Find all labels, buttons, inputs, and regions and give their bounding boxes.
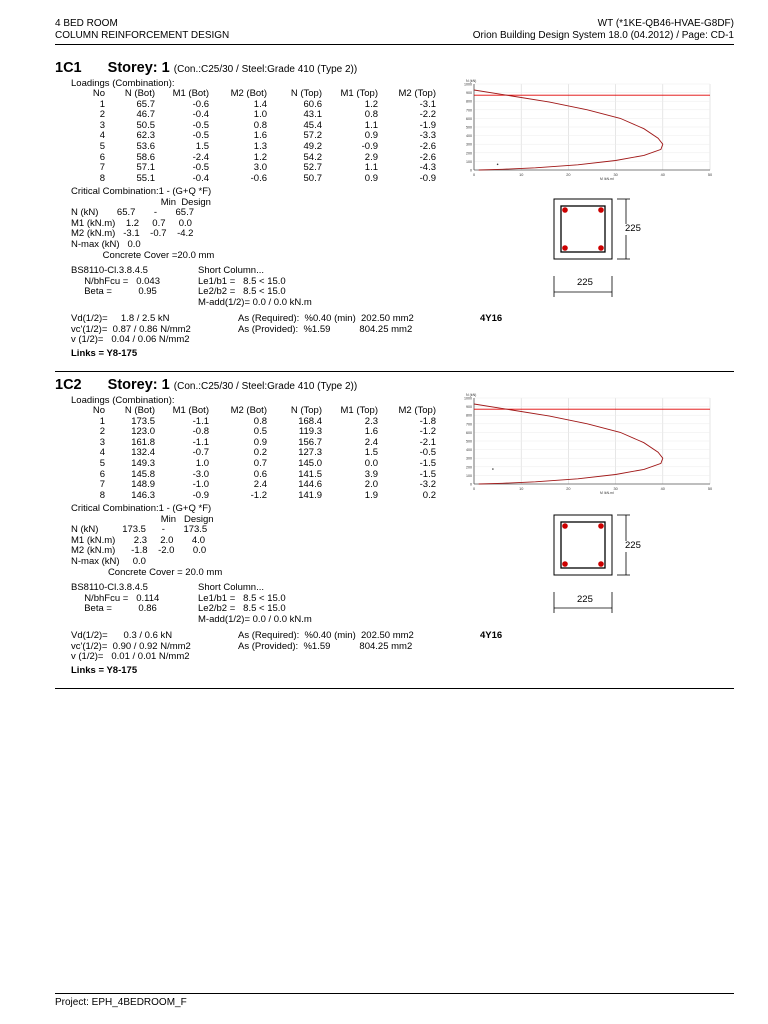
table-row <box>55 163 436 174</box>
table-cell: 8 <box>99 489 105 501</box>
header-left <box>55 18 229 42</box>
y-tick-label: 900 <box>466 91 472 96</box>
table-header-row <box>55 406 436 417</box>
table-cell: 1.1 <box>364 119 378 131</box>
interaction-diagram-chart <box>458 390 716 494</box>
table-cell: -0.9 <box>192 489 209 501</box>
table-cell: 2 <box>99 426 105 438</box>
header-doc-title: COLUMN REINFORCEMENT DESIGN <box>55 30 230 41</box>
table-header-row <box>55 89 436 100</box>
y-tick-label: 100 <box>466 473 472 478</box>
table-cell: 144.6 <box>298 479 322 491</box>
y-tick-label: 200 <box>466 151 472 156</box>
table-cell: 1.6 <box>364 426 378 438</box>
shear-check: Vd(1/2)= 0.3 / 0.6 kN vc'(1/2)= 0.90 / 0.92 N/mm2 v (1/2)= 0.01 / 0.01 N/mm2 <box>71 630 191 663</box>
y-tick-label: 100 <box>466 159 472 164</box>
table-cell: -1.8 <box>419 415 436 427</box>
materials-label: (Con.:C25/30 / Steel:Grade 410 (Type 2)) <box>173 64 358 75</box>
table-cell: 1.4 <box>253 98 267 110</box>
table-cell: -0.5 <box>192 130 209 142</box>
table-cell: 0.2 <box>422 489 436 501</box>
table-cell: 0.9 <box>364 172 378 184</box>
col-header: M2 (Bot) <box>230 405 267 416</box>
table-cell: 55.1 <box>136 172 155 184</box>
x-axis-label: M (kN.m) <box>600 491 614 494</box>
table-cell: 0.9 <box>253 436 267 448</box>
section-divider <box>55 688 734 689</box>
y-tick-label: 0 <box>470 482 472 487</box>
table-cell: -1.5 <box>419 457 436 469</box>
loadings-table <box>55 89 436 184</box>
table-cell: 1.1 <box>364 162 378 174</box>
x-tick-label: 20 <box>566 173 571 177</box>
table-cell: 3 <box>99 436 105 448</box>
column-id: 1C1 <box>55 60 82 76</box>
steel-area: As (Required): %0.40 (min) 202.50 mm2 As (Provided): %1.59 804.25 mm2 <box>238 630 414 652</box>
y-tick-label: 0 <box>470 168 472 173</box>
table-cell: 49.2 <box>303 140 322 152</box>
table-cell: -1.0 <box>192 479 209 491</box>
table-cell: 43.1 <box>303 109 322 121</box>
header-divider <box>55 44 734 45</box>
table-cell: 0.8 <box>253 119 267 131</box>
y-tick-label: 700 <box>466 422 472 427</box>
table-cell: -2.2 <box>419 109 436 121</box>
stirrup-outline <box>561 522 605 568</box>
col-header: N (Bot) <box>124 405 155 416</box>
table-cell: 54.2 <box>303 151 322 163</box>
table-cell: 3 <box>99 119 105 131</box>
y-axis-label: N (kN) <box>466 393 477 397</box>
table-cell: -3.3 <box>419 130 436 142</box>
table-cell: -0.5 <box>192 162 209 174</box>
table-cell: 7 <box>99 162 105 174</box>
table-cell: 141.9 <box>298 489 322 501</box>
x-tick-label: 0 <box>472 487 476 491</box>
table-cell: 161.8 <box>131 436 155 448</box>
section-title <box>55 377 357 393</box>
table-row <box>55 153 436 164</box>
table-cell: 1.0 <box>253 109 267 121</box>
col-header: No <box>92 405 105 416</box>
y-tick-label: 500 <box>466 125 472 130</box>
table-cell: 6 <box>99 468 105 480</box>
links-label: Links = Y8-175 <box>71 665 138 676</box>
table-cell: 127.3 <box>298 447 322 459</box>
table-cell: 1.3 <box>253 140 267 152</box>
table-cell: 0.9 <box>364 130 378 142</box>
table-cell: -3.0 <box>192 468 209 480</box>
column-section-drawing <box>548 192 638 302</box>
interaction-diagram-chart <box>458 76 716 180</box>
header-right <box>473 18 734 42</box>
rebar-dot <box>598 245 604 251</box>
col-header: M1 (Top) <box>340 88 378 99</box>
x-tick-label: 30 <box>613 173 618 177</box>
col-header: N (Top) <box>290 405 322 416</box>
table-cell: -0.5 <box>192 119 209 131</box>
table-cell: 145.8 <box>131 468 155 480</box>
table-cell: -3.1 <box>419 98 436 110</box>
storey-label: Storey: 1 <box>107 377 170 393</box>
y-tick-label: 500 <box>466 439 472 444</box>
rebar-dot <box>562 207 568 213</box>
col-header: N (Top) <box>290 88 322 99</box>
storey-label: Storey: 1 <box>107 60 170 76</box>
loadings-rows <box>55 417 436 502</box>
table-cell: -0.9 <box>361 140 378 152</box>
design-point <box>492 468 494 470</box>
table-cell: 0.6 <box>253 468 267 480</box>
table-cell: -0.6 <box>250 172 267 184</box>
bs-code-check: BS8110-Cl.3.8.4.5 N/bhFcu = 0.114 Beta = 0.86 <box>71 582 160 615</box>
table-cell: 146.3 <box>131 489 155 501</box>
table-cell: 2.0 <box>364 479 378 491</box>
table-row <box>55 121 436 132</box>
rebar-dot <box>562 561 568 567</box>
table-cell: -0.4 <box>192 172 209 184</box>
col-header: No <box>92 88 105 99</box>
table-cell: -0.5 <box>419 447 436 459</box>
table-cell: -0.8 <box>192 426 209 438</box>
table-cell: 57.1 <box>136 162 155 174</box>
table-cell: 0.2 <box>253 447 267 459</box>
table-cell: -0.6 <box>192 98 209 110</box>
y-tick-label: 600 <box>466 116 472 121</box>
table-cell: -4.3 <box>419 162 436 174</box>
header-software: Orion Building Design System 18.0 (04.2012) / Page: CD-1 <box>472 30 734 41</box>
col-header: N (Bot) <box>124 88 155 99</box>
table-cell: 168.4 <box>298 415 322 427</box>
table-cell: 5 <box>99 457 105 469</box>
y-tick-label: 700 <box>466 108 472 113</box>
table-cell: 156.7 <box>298 436 322 448</box>
table-cell: 46.7 <box>136 109 155 121</box>
table-cell: -1.1 <box>192 436 209 448</box>
table-cell: 0.7 <box>253 457 267 469</box>
table-row <box>55 100 436 111</box>
table-cell: 8 <box>99 172 105 184</box>
table-cell: 7 <box>99 479 105 491</box>
table-cell: 65.7 <box>136 98 155 110</box>
col-header: M1 (Bot) <box>172 88 209 99</box>
col-header: M2 (Top) <box>398 405 436 416</box>
table-cell: 1.6 <box>253 130 267 142</box>
table-row <box>55 142 436 153</box>
section-divider <box>55 371 734 372</box>
dimension-width-label: 225 <box>577 594 593 605</box>
column-outline <box>554 199 612 259</box>
loadings-table <box>55 406 436 501</box>
x-tick-label: 30 <box>613 487 618 491</box>
table-cell: 58.6 <box>136 151 155 163</box>
table-cell: 1.2 <box>253 151 267 163</box>
table-row <box>55 470 436 481</box>
table-cell: 57.2 <box>303 130 322 142</box>
table-cell: 60.6 <box>303 98 322 110</box>
table-cell: 2 <box>99 109 105 121</box>
table-row <box>55 438 436 449</box>
column-section-drawing <box>548 508 638 618</box>
table-row <box>55 110 436 121</box>
table-cell: -1.9 <box>419 119 436 131</box>
footer-project: Project: EPH_4BEDROOM_F <box>55 997 187 1008</box>
table-cell: 2.3 <box>364 415 378 427</box>
table-row <box>55 448 436 459</box>
col-header: M2 (Top) <box>398 88 436 99</box>
table-row <box>55 417 436 428</box>
table-cell: 1.9 <box>364 489 378 501</box>
table-cell: 53.6 <box>136 140 155 152</box>
table-cell: 1.2 <box>364 98 378 110</box>
rebar-dot <box>598 523 604 529</box>
bs-code-check: BS8110-Cl.3.8.4.5 N/bhFcu = 0.043 Beta = 0.95 <box>71 265 160 298</box>
table-row <box>55 131 436 142</box>
y-tick-label: 400 <box>466 448 472 453</box>
y-axis-label: N (kN) <box>466 79 477 83</box>
x-tick-label: 0 <box>472 173 476 177</box>
loadings-title: Loadings (Combination): <box>71 78 175 89</box>
table-cell: 2.4 <box>253 479 267 491</box>
table-cell: 148.9 <box>131 479 155 491</box>
table-cell: 5 <box>99 140 105 152</box>
y-tick-label: 300 <box>466 142 472 147</box>
table-cell: 0.5 <box>253 426 267 438</box>
x-axis-label: M (kN.m) <box>600 177 614 180</box>
table-cell: -0.4 <box>192 109 209 121</box>
table-row <box>55 174 436 185</box>
table-row <box>55 491 436 502</box>
table-cell: 2.4 <box>364 436 378 448</box>
table-cell: 3.0 <box>253 162 267 174</box>
table-cell: -2.1 <box>419 436 436 448</box>
table-cell: 2.9 <box>364 151 378 163</box>
table-cell: -3.2 <box>419 479 436 491</box>
table-cell: 4 <box>99 447 105 459</box>
shear-check: Vd(1/2)= 1.8 / 2.5 kN vc'(1/2)= 0.87 / 0.86 N/mm2 v (1/2)= 0.04 / 0.06 N/mm2 <box>71 313 191 346</box>
table-cell: 1 <box>99 98 105 110</box>
table-cell: 45.4 <box>303 119 322 131</box>
header-ref: WT (*1KE-QB46-HVAE-G8DF) <box>597 18 734 29</box>
critical-combination: Critical Combination:1 - (G+Q *F) Min Design N (kN) 65.7 - 65.7 M1 (kN.m) 1.2 0.7 0.0 M2 (kN.m) -3.1 -0.7 -4.2 N-max (kN) 0.0 Concrete Cover =20.0 mm <box>71 186 215 261</box>
table-cell: -2.4 <box>192 151 209 163</box>
table-cell: 119.3 <box>298 426 322 438</box>
stirrup-outline <box>561 206 605 252</box>
table-row <box>55 459 436 470</box>
rebar-dot <box>562 523 568 529</box>
dimension-height-label: 225 <box>625 223 641 234</box>
table-cell: 6 <box>99 151 105 163</box>
table-cell: 141.5 <box>298 468 322 480</box>
table-cell: 1.0 <box>195 457 209 469</box>
table-cell: 50.7 <box>303 172 322 184</box>
table-cell: 50.5 <box>136 119 155 131</box>
y-tick-label: 800 <box>466 413 472 418</box>
loadings-title: Loadings (Combination): <box>71 395 175 406</box>
table-cell: -1.5 <box>419 468 436 480</box>
rebar-dot <box>598 561 604 567</box>
section-title <box>55 60 357 76</box>
table-cell: 1.5 <box>364 447 378 459</box>
table-cell: 173.5 <box>131 415 155 427</box>
table-cell: 1 <box>99 415 105 427</box>
column-slenderness: Short Column... Le1/b1 = 8.5 < 15.0 Le2/b2 = 8.5 < 15.0 M-add(1/2)= 0.0 / 0.0 kN.m <box>198 265 312 308</box>
footer-divider <box>55 993 734 994</box>
main-bars-label: 4Y16 <box>480 313 503 324</box>
x-tick-label: 20 <box>566 487 571 491</box>
table-cell: 123.0 <box>131 426 155 438</box>
table-cell: -0.7 <box>192 447 209 459</box>
x-tick-label: 10 <box>519 487 524 491</box>
table-cell: 0.8 <box>253 415 267 427</box>
links-label: Links = Y8-175 <box>71 348 138 359</box>
y-tick-label: 1000 <box>464 396 472 401</box>
column-id: 1C2 <box>55 377 82 393</box>
x-tick-label: 50 <box>707 173 713 177</box>
column-outline <box>554 515 612 575</box>
critical-combination: Critical Combination:1 - (G+Q *F) Min Design N (kN) 173.5 - 173.5 M1 (kN.m) 2.3 2.0 4.0 M2 (kN.m) -1.8 -2.0 0.0 N-max (kN) 0.0 Concrete Cover = 20.0 mm <box>71 503 223 578</box>
rebar-dot <box>598 207 604 213</box>
main-bars-label: 4Y16 <box>480 630 503 641</box>
loadings-rows <box>55 100 436 185</box>
y-tick-label: 400 <box>466 134 472 139</box>
table-cell: -2.6 <box>419 140 436 152</box>
design-point <box>497 164 499 166</box>
table-cell: 149.3 <box>131 457 155 469</box>
table-cell: -1.1 <box>192 415 209 427</box>
table-cell: 1.5 <box>195 140 209 152</box>
x-tick-label: 40 <box>660 173 665 177</box>
y-tick-label: 200 <box>466 465 472 470</box>
y-tick-label: 900 <box>466 405 472 410</box>
dimension-height-label: 225 <box>625 540 641 551</box>
y-tick-label: 800 <box>466 99 472 104</box>
table-cell: 145.0 <box>298 457 322 469</box>
y-tick-label: 600 <box>466 430 472 435</box>
steel-area: As (Required): %0.40 (min) 202.50 mm2 As (Provided): %1.59 804.25 mm2 <box>238 313 414 335</box>
table-cell: -2.6 <box>419 151 436 163</box>
col-header: M1 (Bot) <box>172 405 209 416</box>
table-cell: 52.7 <box>303 162 322 174</box>
column-slenderness: Short Column... Le1/b1 = 8.5 < 15.0 Le2/b2 = 8.5 < 15.0 M-add(1/2)= 0.0 / 0.0 kN.m <box>198 582 312 625</box>
table-cell: 132.4 <box>131 447 155 459</box>
x-tick-label: 10 <box>519 173 524 177</box>
table-cell: 0.8 <box>364 109 378 121</box>
table-cell: -1.2 <box>419 426 436 438</box>
x-tick-label: 40 <box>660 487 665 491</box>
table-cell: 0.0 <box>364 457 378 469</box>
table-cell: 62.3 <box>136 130 155 142</box>
header-project-title: 4 BED ROOM <box>55 18 118 29</box>
x-tick-label: 50 <box>707 487 713 491</box>
col-header: M2 (Bot) <box>230 88 267 99</box>
table-row <box>55 427 436 438</box>
table-cell: -1.2 <box>250 489 267 501</box>
dimension-width-label: 225 <box>577 277 593 288</box>
y-tick-label: 1000 <box>464 82 472 87</box>
table-cell: 3.9 <box>364 468 378 480</box>
col-header: M1 (Top) <box>340 405 378 416</box>
table-cell: -0.9 <box>419 172 436 184</box>
table-row <box>55 480 436 491</box>
rebar-dot <box>562 245 568 251</box>
materials-label: (Con.:C25/30 / Steel:Grade 410 (Type 2)) <box>173 381 358 392</box>
table-cell: 4 <box>99 130 105 142</box>
y-tick-label: 300 <box>466 456 472 461</box>
